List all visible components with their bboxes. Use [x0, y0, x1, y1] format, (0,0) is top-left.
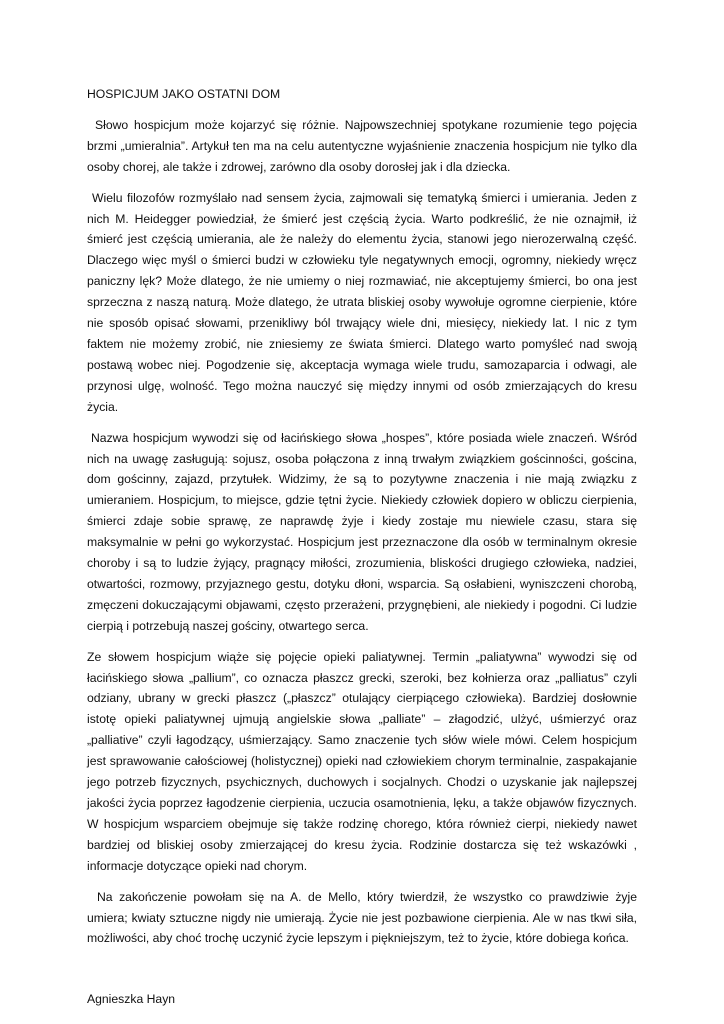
document-body: [87, 84, 637, 1010]
document-title: HOSPICJUM JAKO OSTATNI DOM: [87, 87, 281, 101]
author-signature: Agnieszka Hayn: [87, 992, 176, 1007]
paragraph-etymology: Nazwa hospicjum wywodzi się od łacińskiego słowa „hospes”, które posiada wiele znaczeń. Wśród nich na uwagę zasługują: sojusz, osoba połączona z inną trwałym związkiem gościnności, gościna, dom gościnny, zajazd, przytułek. Widzimy, że są to pozytywne znaczenia i nie mają związku z umieraniem. Hospicjum, to miejsce, gdzie tętni życie. Niekiedy człowiek dopiero w obliczu cierpienia, śmierci zdaje sobie sprawę, ze naprawdę żyje i kiedy zostaje mu niewiele czasu, stara się maksymalnie w pełni go wykorzystać. Hospicjum jest przeznaczone dla osób w terminalnym okresie choroby i są to ludzie żyjący, pragnący miłości, zrozumienia, bliskości drugiego człowieka, nadziei, otwartości, rozmowy, przyjaznego gestu, dotyku dłoni, wsparcia. Są osłabieni, wyniszczeni chorobą, zmęczeni dokuczającymi objawami, często przerażeni, przygnębieni, ale niekiedy i pogodni. Ci ludzie cierpią i potrzebują naszej gościny, otwartego serca.: [87, 430, 637, 633]
paragraph-intro: Słowo hospicjum może kojarzyć się różnie. Najpowszechniej spotykane rozumienie tego pojęcia brzmi „umieralnia”. Artykuł ten ma na celu autentyczne wyjaśnienie znaczenia hospicjum nie tylko dla osoby chorej, ale także i zdrowej, zarówno dla osoby dorosłej jak i dla dziecka.: [87, 117, 637, 174]
paragraph-conclusion: Na zakończenie powołam się na A. de Mello, który twierdził, że wszystko co prawdziwie żyje umiera; kwiaty sztuczne nigdy nie umierają. Życie nie jest pozbawione cierpienia. Ale w nas tkwi siła, możliwości, aby choć trochę uczynić życie lepszym i piękniejszym, też to życie, które dobiega końca.: [87, 889, 637, 946]
paragraph-philosophy: Wielu filozofów rozmyślało nad sensem życia, zajmowali się tematyką śmierci i umierania. Jeden z nich M. Heidegger powiedział, że śmierć jest częścią życia. Warto podkreślić, że nie oznajmił, iż śmierć jest częścią umierania, ale że należy do elementu życia, stanowi jego nierozerwalną część. Dlaczego więc myśl o śmierci budzi w człowieku tyle negatywnych emocji, ogromny, niekiedy wręcz paniczny lęk? Może dlatego, że nie umiemy o niej rozmawiać, nie akceptujemy śmierci, bo ona jest sprzeczna z naszą naturą. Może dlatego, że utrata bliskiej osoby wywołuje ogromne cierpienie, które nie sposób opisać słowami, przenikliwy ból trwający wiele dni, miesięcy, niekiedy lat. I nic z tym faktem nie możemy zrobić, nie zniesiemy ze świata śmierci. Dlatego warto pomyśleć nad swoją postawą wobec niej. Pogodzenie się, akceptacja wymaga wiele trudu, samozaparcia i odwagi, ale przynosi ulgę, wolność. Tego można nauczyć się między innymi od osób zmierzających do kresu życia.: [87, 190, 637, 414]
paragraph-palliative-care: Ze słowem hospicjum wiąże się pojęcie opieki paliatywnej. Termin „paliatywna” wywodzi się od łacińskiego słowa „pallium”, co oznacza płaszcz grecki, szeroki, bez kołnierza oraz „palliatus” czyli odziany, ubrany w grecki płaszcz („płaszcz” otulający cierpiącego człowieka). Bardziej dosłownie istotę opieki paliatywnej ujmują angielskie słowa „palliate” – złagodzić, ulżyć, uśmierzyć oraz „palliative” czyli łagodzący, uśmierzający. Samo znaczenie tych słów wiele mówi. Celem hospicjum jest sprawowanie całościowej (holistycznej) opieki nad człowiekiem chorym terminalnie, zaspakajanie jego potrzeb fizycznych, psychicznych, duchowych i socjalnych. Chodzi o uzyskanie jak najlepszej jakości życia poprzez łagodzenie cierpienia, uczucia osamotnienia, lęku, a także objawów fizycznych. W hospicjum wsparciem obejmuje się także rodzinę chorego, która również cierpi, niekiedy nawet bardziej od bliskiej osoby zmierzającej do kresu życia. Rodzinie dostarcza się też wskazówki , informacje dotyczące opieki nad chorym.: [87, 649, 637, 873]
